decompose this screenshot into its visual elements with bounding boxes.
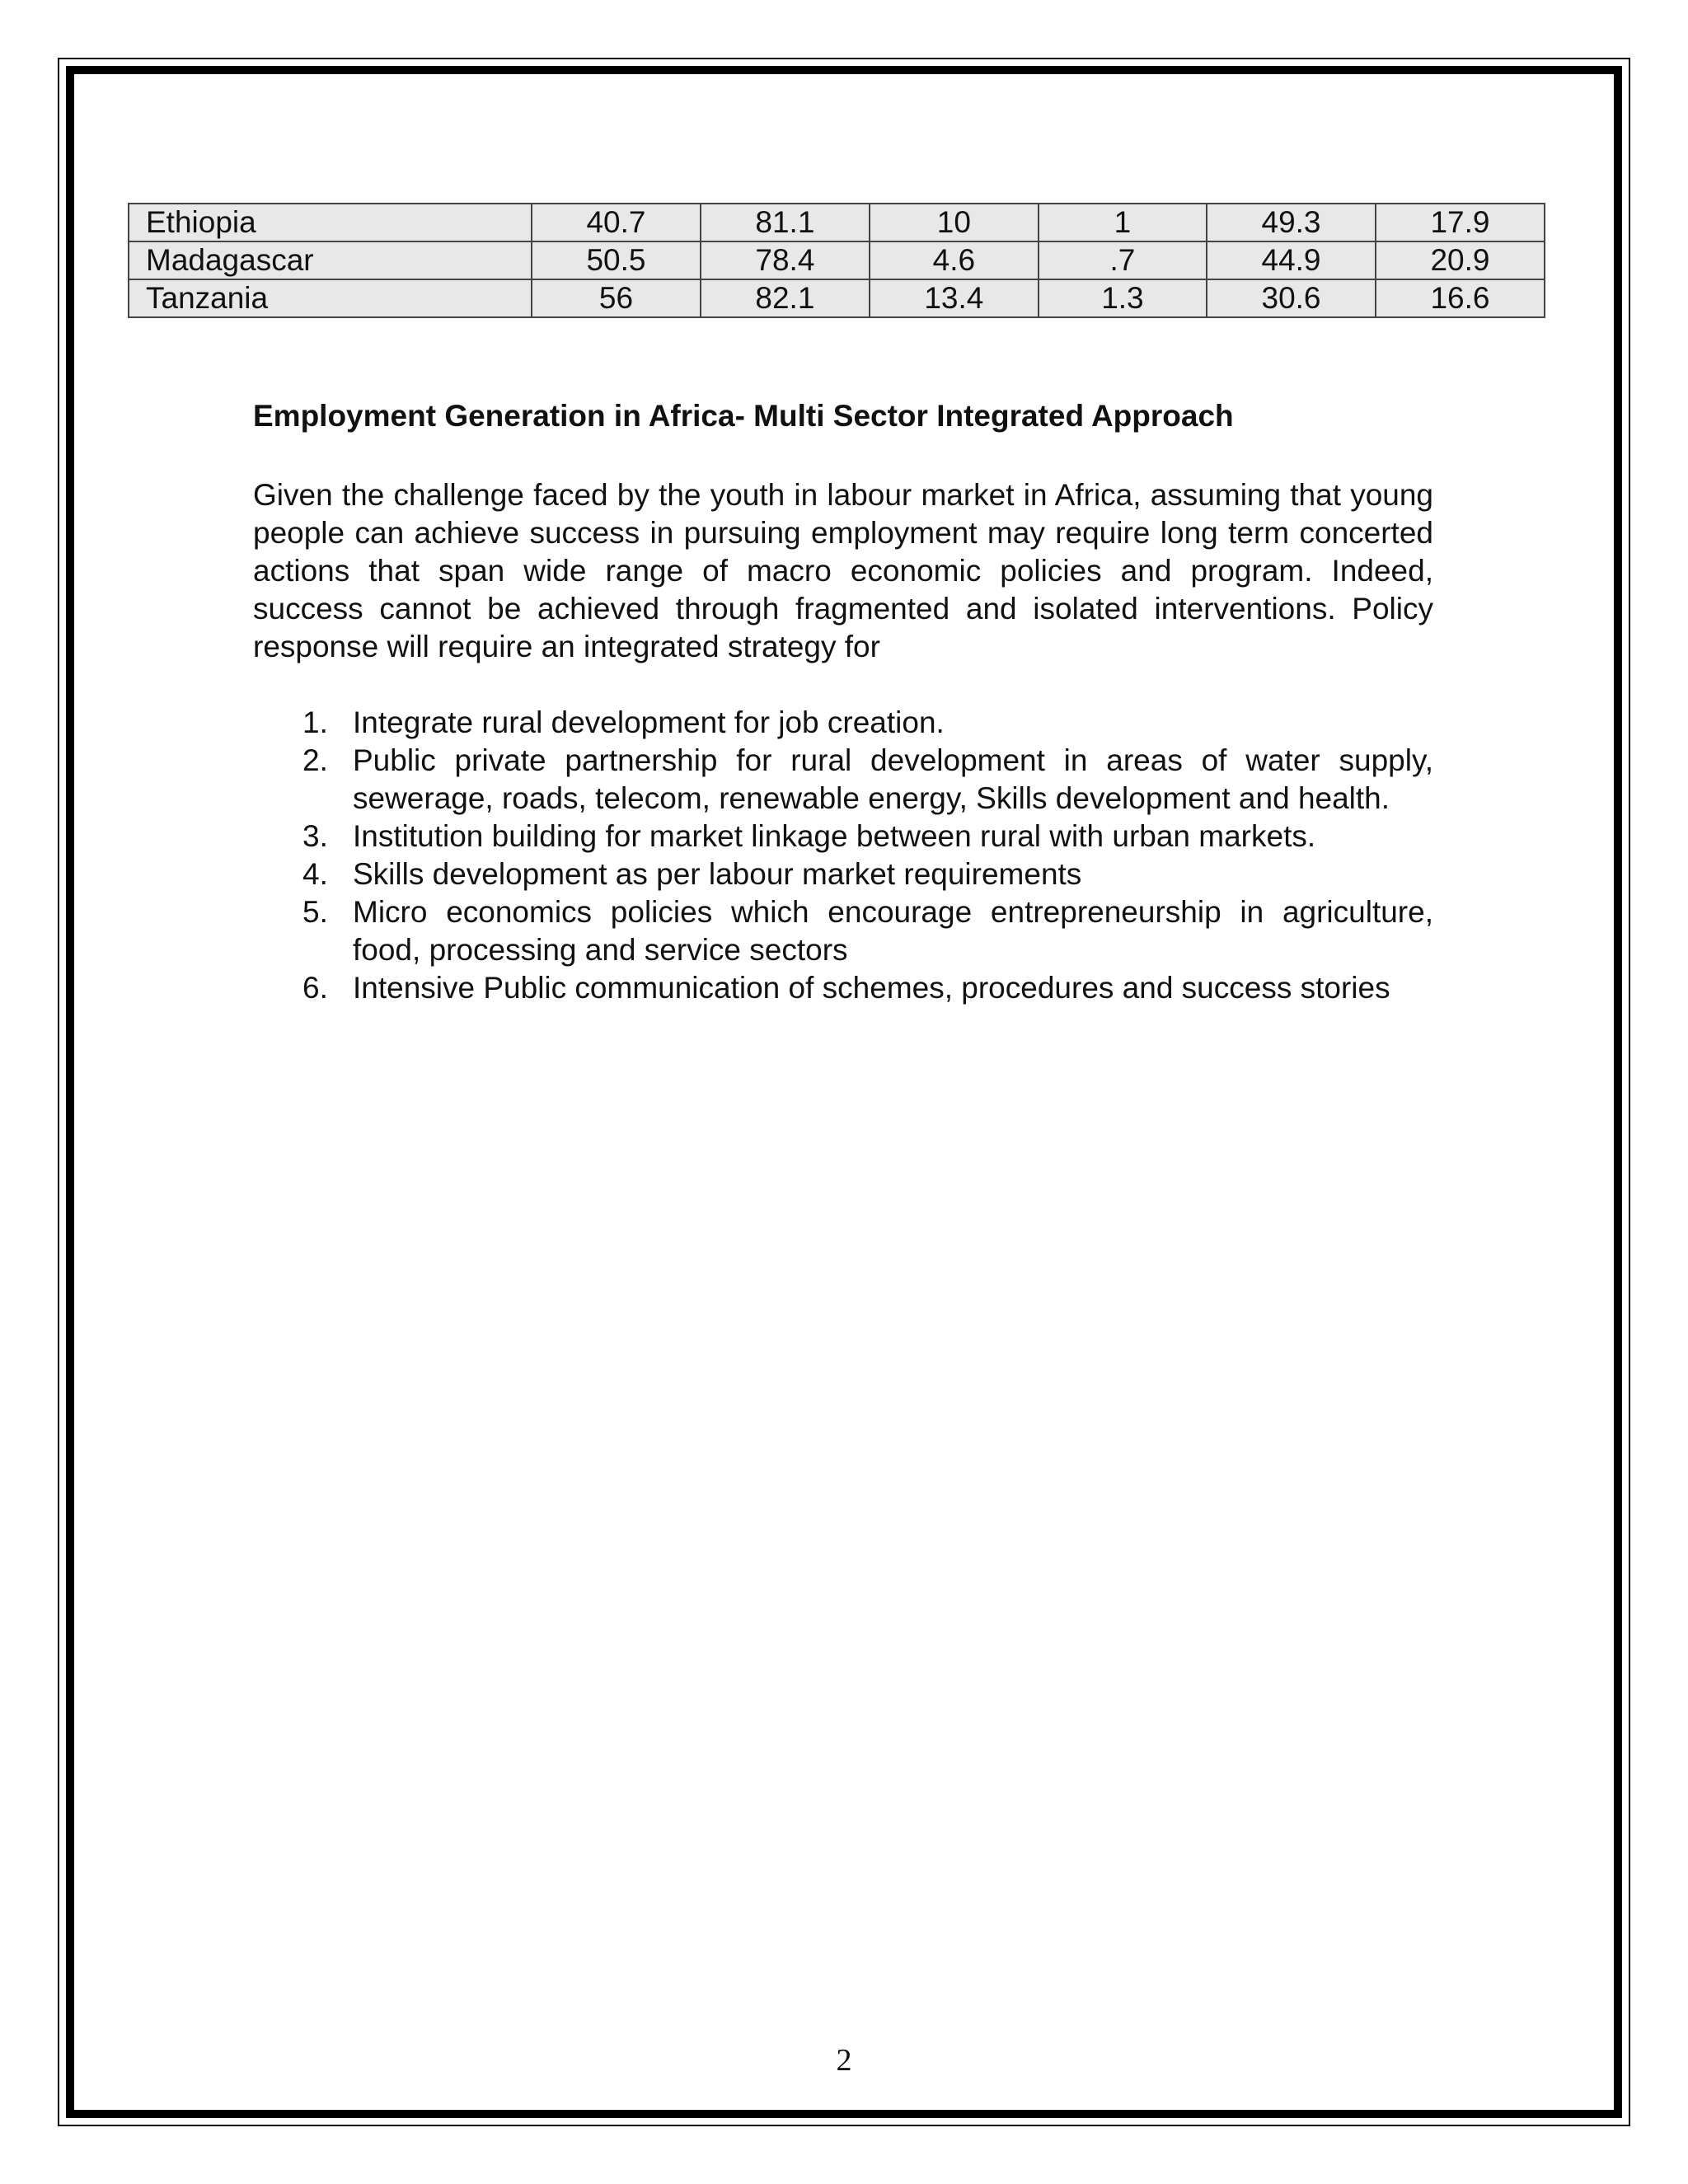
table-row — [129, 204, 1545, 241]
list-item-number: 3. — [302, 819, 328, 853]
table-cell: 30.6 — [1207, 279, 1376, 317]
table-cell: 40.7 — [532, 204, 701, 241]
table-cell: 44.9 — [1207, 241, 1376, 279]
list-item-number: 2. — [302, 743, 328, 777]
table-cell: 81.1 — [701, 204, 870, 241]
list-item-text: Integrate rural development for job creation. — [353, 705, 945, 739]
list-item-text: Institution building for market linkage between rural with urban markets. — [353, 819, 1316, 853]
table-cell: 1 — [1039, 204, 1207, 241]
list-item — [253, 704, 1433, 742]
section-heading: Employment Generation in Africa- Multi Sector Integrated Approach — [253, 399, 1234, 433]
table-cell: 78.4 — [701, 241, 870, 279]
table-cell: 17.9 — [1376, 204, 1545, 241]
table-cell: 10 — [870, 204, 1039, 241]
table-cell: 56 — [532, 279, 701, 317]
data-table — [128, 203, 1545, 318]
table-cell: 49.3 — [1207, 204, 1376, 241]
table-cell-country: Tanzania — [129, 279, 532, 317]
list-item — [253, 742, 1433, 818]
list-item-text: Public private partnership for rural development in areas of water supply, sewerage, roads, telecom, renewable energy, Skills development and health. — [353, 743, 1433, 815]
list-item-text: Skills development as per labour market requirements — [353, 857, 1082, 891]
list-item — [253, 893, 1433, 969]
list-item-text: Micro economics policies which encourage entrepreneurship in agriculture, food, processing and service sectors — [353, 895, 1433, 967]
list-item-number: 1. — [302, 705, 328, 739]
table-row — [129, 279, 1545, 317]
list-item — [253, 855, 1433, 893]
list-item — [253, 818, 1433, 855]
strategy-list — [253, 704, 1433, 1007]
table-cell: 50.5 — [532, 241, 701, 279]
table-cell: .7 — [1039, 241, 1207, 279]
table-cell: 16.6 — [1376, 279, 1545, 317]
table-cell: 1.3 — [1039, 279, 1207, 317]
section-paragraph: Given the challenge faced by the youth in labour market in Africa, assuming that young people can achieve success in pursuing employment may require long term concerted actions that span wide range of macro economic policies and program. Indeed, success cannot be achieved through fragmented and isolated interventions. Policy response will require an integrated strategy for — [253, 478, 1433, 663]
table-cell: 82.1 — [701, 279, 870, 317]
table-cell-country: Madagascar — [129, 241, 532, 279]
list-item-number: 4. — [302, 857, 328, 891]
list-item-number: 6. — [302, 971, 328, 1005]
table-cell: 20.9 — [1376, 241, 1545, 279]
table-cell: 13.4 — [870, 279, 1039, 317]
page-number: 2 — [836, 2043, 852, 2078]
table-row — [129, 241, 1545, 279]
table-cell: 4.6 — [870, 241, 1039, 279]
list-item-text: Intensive Public communication of schemes, procedures and success stories — [353, 971, 1390, 1005]
list-item-number: 5. — [302, 895, 328, 929]
table-cell-country: Ethiopia — [129, 204, 532, 241]
list-item — [253, 969, 1433, 1007]
